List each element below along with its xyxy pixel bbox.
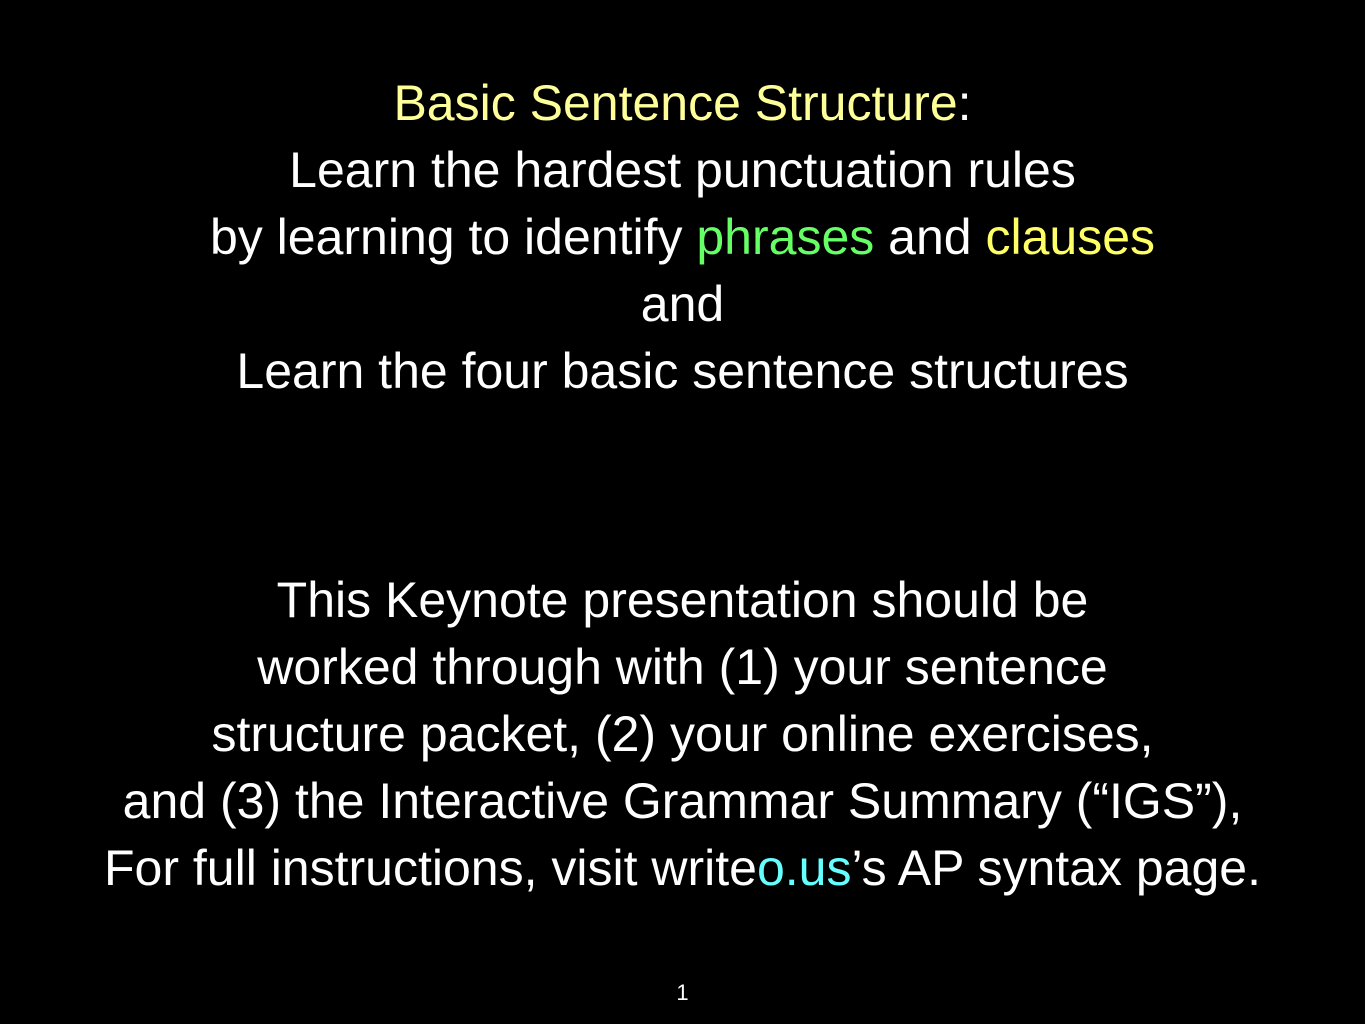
- title-line-3: [0, 204, 1365, 271]
- body-line-5-suffix: ’s AP syntax page.: [851, 840, 1261, 896]
- body-block: [0, 567, 1365, 902]
- body-line-1: This Keynote presentation should be: [276, 572, 1089, 628]
- title-line-2: Learn the hardest punctuation rules: [289, 142, 1076, 198]
- body-line-4: and (3) the Interactive Grammar Summary (“IGS”),: [122, 773, 1243, 829]
- body-line-5: [0, 835, 1365, 902]
- body-line-5-prefix: For full instructions, visit write: [104, 840, 757, 896]
- body-line-2: worked through with (1) your sentence: [257, 639, 1108, 695]
- title-line-4: and: [640, 276, 725, 332]
- phrases-word: phrases: [696, 209, 875, 265]
- body-line-3: structure packet, (2) your online exercises,: [211, 706, 1154, 762]
- title-block: [0, 70, 1365, 405]
- title-heading-colon: :: [957, 75, 972, 131]
- clauses-word: clauses: [985, 209, 1156, 265]
- title-line-3-and: and: [874, 209, 986, 265]
- title-line-3-prefix: by learning to identify: [209, 209, 697, 265]
- title-line-5: Learn the four basic sentence structures: [236, 343, 1129, 399]
- writeo-link[interactable]: o.us: [756, 840, 852, 896]
- title-heading: Basic Sentence Structure: [393, 75, 958, 131]
- title-heading-line: [0, 70, 1365, 137]
- page-number: 1: [676, 980, 689, 1005]
